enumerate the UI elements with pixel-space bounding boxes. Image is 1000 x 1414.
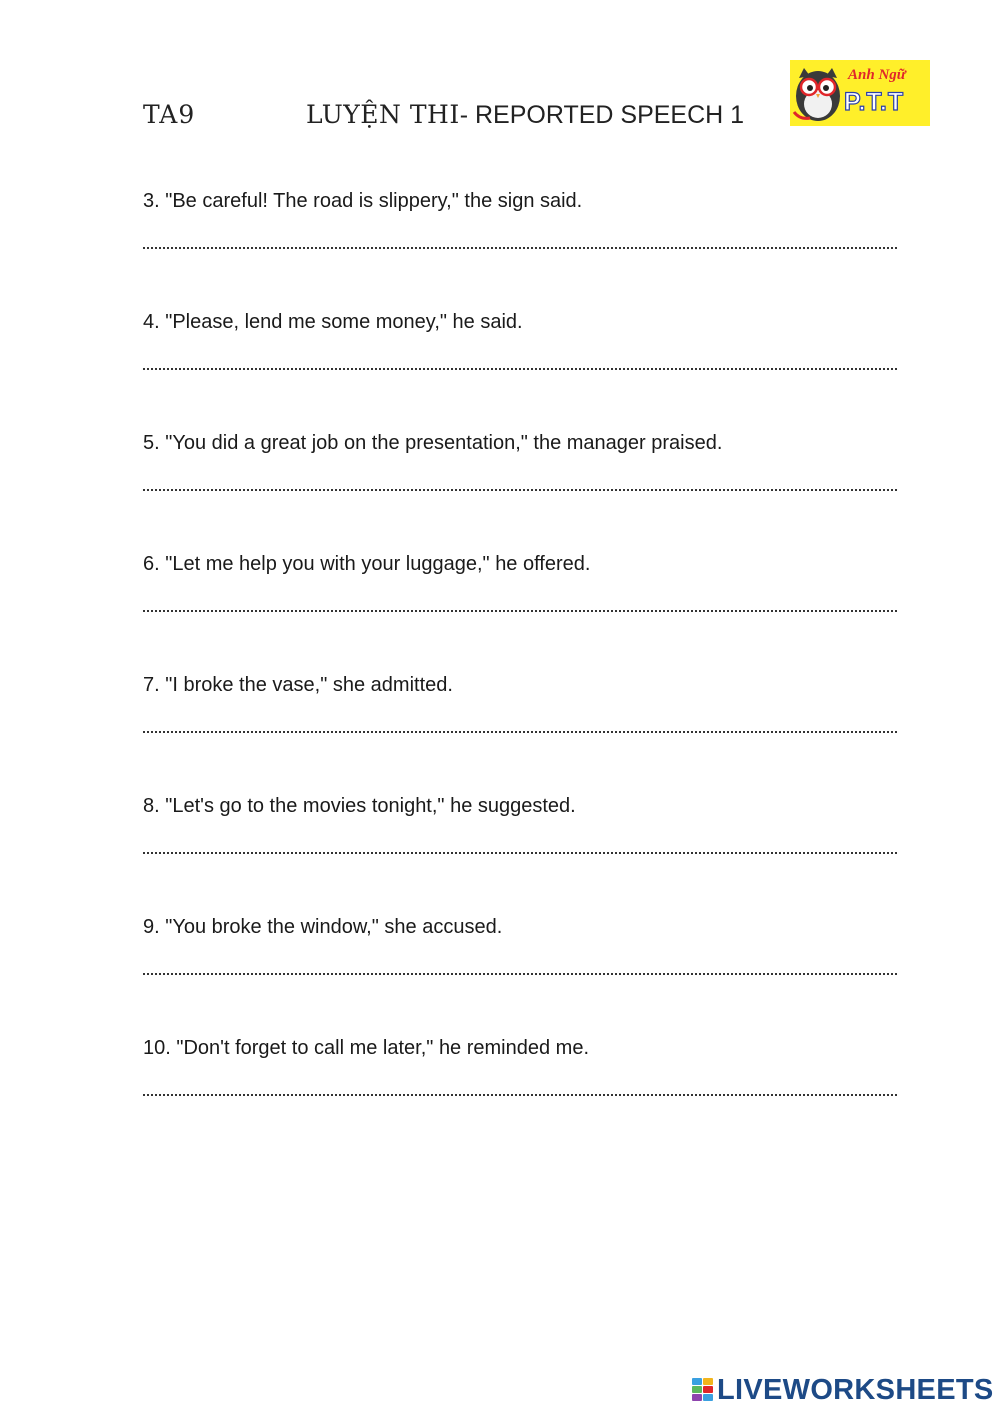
question-item xyxy=(143,792,899,913)
question-item xyxy=(143,308,899,429)
answer-field[interactable] xyxy=(143,1094,897,1096)
question-text: 6. "Let me help you with your luggage," he offered. xyxy=(143,553,591,575)
school-logo xyxy=(790,60,930,126)
page-title-vietnamese: LUYỆN THI xyxy=(306,100,460,129)
logo-title: P.T.T xyxy=(844,88,905,116)
answer-field[interactable] xyxy=(143,973,897,975)
answer-field[interactable] xyxy=(143,731,897,733)
answer-field[interactable] xyxy=(143,489,897,491)
question-text: 9. "You broke the window," she accused. xyxy=(143,916,503,938)
question-text: 3. "Be careful! The road is slippery," the sign said. xyxy=(143,190,583,212)
answer-field[interactable] xyxy=(143,368,897,370)
question-text: 8. "Let's go to the movies tonight," he suggested. xyxy=(143,795,576,817)
answer-field[interactable] xyxy=(143,852,897,854)
liveworksheets-logo-icon xyxy=(692,1378,714,1402)
question-item xyxy=(143,1034,899,1155)
question-item xyxy=(143,913,899,1034)
question-text: 10. "Don't forget to call me later," he reminded me. xyxy=(143,1037,590,1059)
answer-field[interactable] xyxy=(143,610,897,612)
answer-field[interactable] xyxy=(143,247,897,249)
question-list xyxy=(143,187,899,1155)
liveworksheets-brand xyxy=(692,1374,994,1406)
question-item xyxy=(143,187,899,308)
brand-name: LIVEWORKSHEETS xyxy=(717,1374,994,1406)
page-title xyxy=(306,100,744,130)
question-item xyxy=(143,671,899,792)
question-text: 4. "Please, lend me some money," he said. xyxy=(143,311,523,333)
question-item xyxy=(143,550,899,671)
page-title-english: - REPORTED SPEECH 1 xyxy=(459,101,745,129)
worksheet-code: TA9 xyxy=(143,100,196,129)
question-item xyxy=(143,429,899,550)
logo-subtitle: Anh Ngữ xyxy=(848,67,906,83)
question-text: 5. "You did a great job on the presentation," the manager praised. xyxy=(143,432,723,454)
question-text: 7. "I broke the vase," she admitted. xyxy=(143,674,453,696)
